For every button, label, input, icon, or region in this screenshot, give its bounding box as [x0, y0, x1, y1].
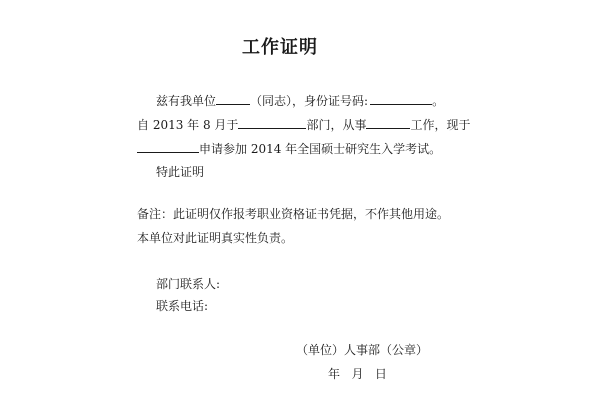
note-line-1: 备注：此证明仅作报考职业资格证书凭据，不作其他用途。 [137, 207, 450, 221]
employment-after-job: 工作，现于 [410, 118, 471, 132]
intro-line [156, 92, 444, 109]
current-department-blank [137, 140, 199, 153]
id-number-blank [370, 92, 432, 105]
intro-end: 。 [432, 94, 445, 108]
employment-after-month: 部门，从事 [306, 118, 367, 132]
name-blank [216, 92, 250, 105]
certify-text: 特此证明 [156, 165, 205, 179]
application-line [137, 140, 441, 157]
job-blank [366, 116, 410, 129]
note-line-2: 本单位对此证明真实性负责。 [137, 231, 294, 245]
application-text: 申请参加 2014 年全国硕士研究生入学考试。 [199, 142, 442, 156]
date-label: 年 月 日 [328, 367, 387, 381]
employment-line [137, 116, 470, 133]
intro-prefix: 兹有我单位 [156, 94, 217, 108]
employment-prefix: 自 2013 年 8 月于 [137, 118, 239, 132]
document-title: 工作证明 [242, 37, 318, 58]
department-blank [238, 116, 306, 129]
contact-phone-label: 联系电话: [156, 299, 209, 313]
intro-after-name: （同志），身份证号码: [250, 94, 369, 108]
company-seal-label: （单位）人事部（公章） [296, 343, 429, 357]
contact-person-label: 部门联系人: [156, 277, 221, 291]
